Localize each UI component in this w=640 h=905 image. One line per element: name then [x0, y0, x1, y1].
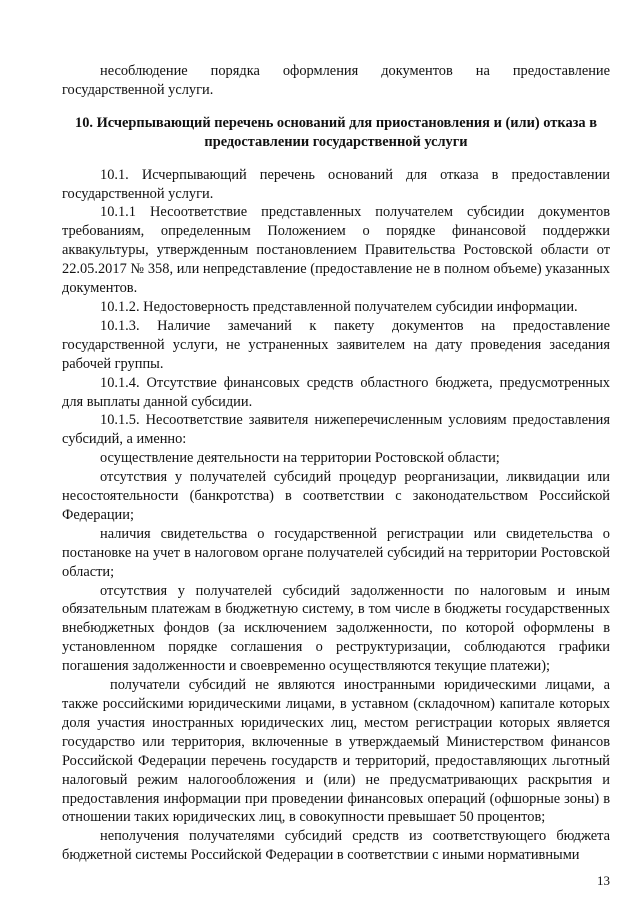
paragraph-continuation: несоблюдение порядка оформления документов на предоставление государственной услуги.: [62, 63, 610, 98]
condition-item: отсутствия у получателей субсидий процедур реорганизации, ликвидации или несостоятельности (банкротства) в соответствии с законодательством Российской Федерации;: [62, 469, 610, 523]
condition-item: неполучения получателями субсидий средств из соответствующего бюджета бюджетной системы Российской Федерации в соответствии с иными нормативными: [62, 828, 610, 864]
paragraph-10-1-5: 10.1.5. Несоответствие заявителя нижеперечисленным условиям предоставления субсидий, а именно:: [62, 412, 610, 448]
condition-item: наличия свидетельства о государственной регистрации или свидетельства о постановке на учет в налоговом органе получателей субсидий на территории Ростовской области;: [62, 525, 610, 580]
condition-item: отсутствия у получателей субсидий задолженности по налоговым и иным обязательным платежам в бюджетную систему, в том числе в бюджеты государственных внебюджетных фондов (за исключением задолженности, по которой оформлены в установленном порядке соглашения о реструктуризации, соблюдаются графики погашения задолженности и своевременно осуществляются текущие платежи);: [62, 582, 610, 675]
page-content: [62, 62, 610, 865]
section-heading: 10. Исчерпывающий перечень оснований для приостановления и (или) отказа в предоставлении государственной услуги: [75, 114, 597, 150]
paragraph-10-1-4: 10.1.4. Отсутствие финансовых средств областного бюджета, предусмотренных для выплаты данной субсидии.: [62, 374, 610, 410]
paragraph-10-1-3: 10.1.3. Наличие замечаний к пакету документов на предоставление государственной услуги, не устраненных заявителем на дату проведения заседания рабочей группы.: [62, 317, 610, 372]
paragraph-10-1-2: 10.1.2. Недостоверность представленной получателем субсидии информации.: [100, 298, 578, 315]
page-number: 13: [597, 873, 610, 888]
condition-item: получатели субсидий не являются иностранными юридическими лицами, а также российскими юридическими лицами, в уставном (складочном) капитале которых доля участия иностранных юридических лиц, местом регистрации которых является государство или территория, включенные в утверждаемый Министерством финансов Российской Федерации перечень государств и территорий, предоставляющих льготный налоговый режим налогообложения и (или) не предусматривающих раскрытия и предоставления информации при проведении финансовых операций (офшорные зоны) в отношении таких юридических лиц, в совокупности превышает 50 процентов;: [62, 677, 610, 826]
paragraph-10-1: 10.1. Исчерпывающий перечень оснований для отказа в предоставлении государственной услуги.: [62, 166, 610, 202]
paragraph-10-1-1: 10.1.1 Несоответствие представленных получателем субсидии документов требованиям, определенным Положением о порядке финансовой поддержки аквакультуры, утвержденным постановлением Правительства Ростовской области от 22.05.2017 № 358, или непредставление (предоставление не в полном объеме) указанных документов.: [62, 204, 610, 297]
condition-item: осуществление деятельности на территории Ростовской области;: [100, 450, 500, 467]
